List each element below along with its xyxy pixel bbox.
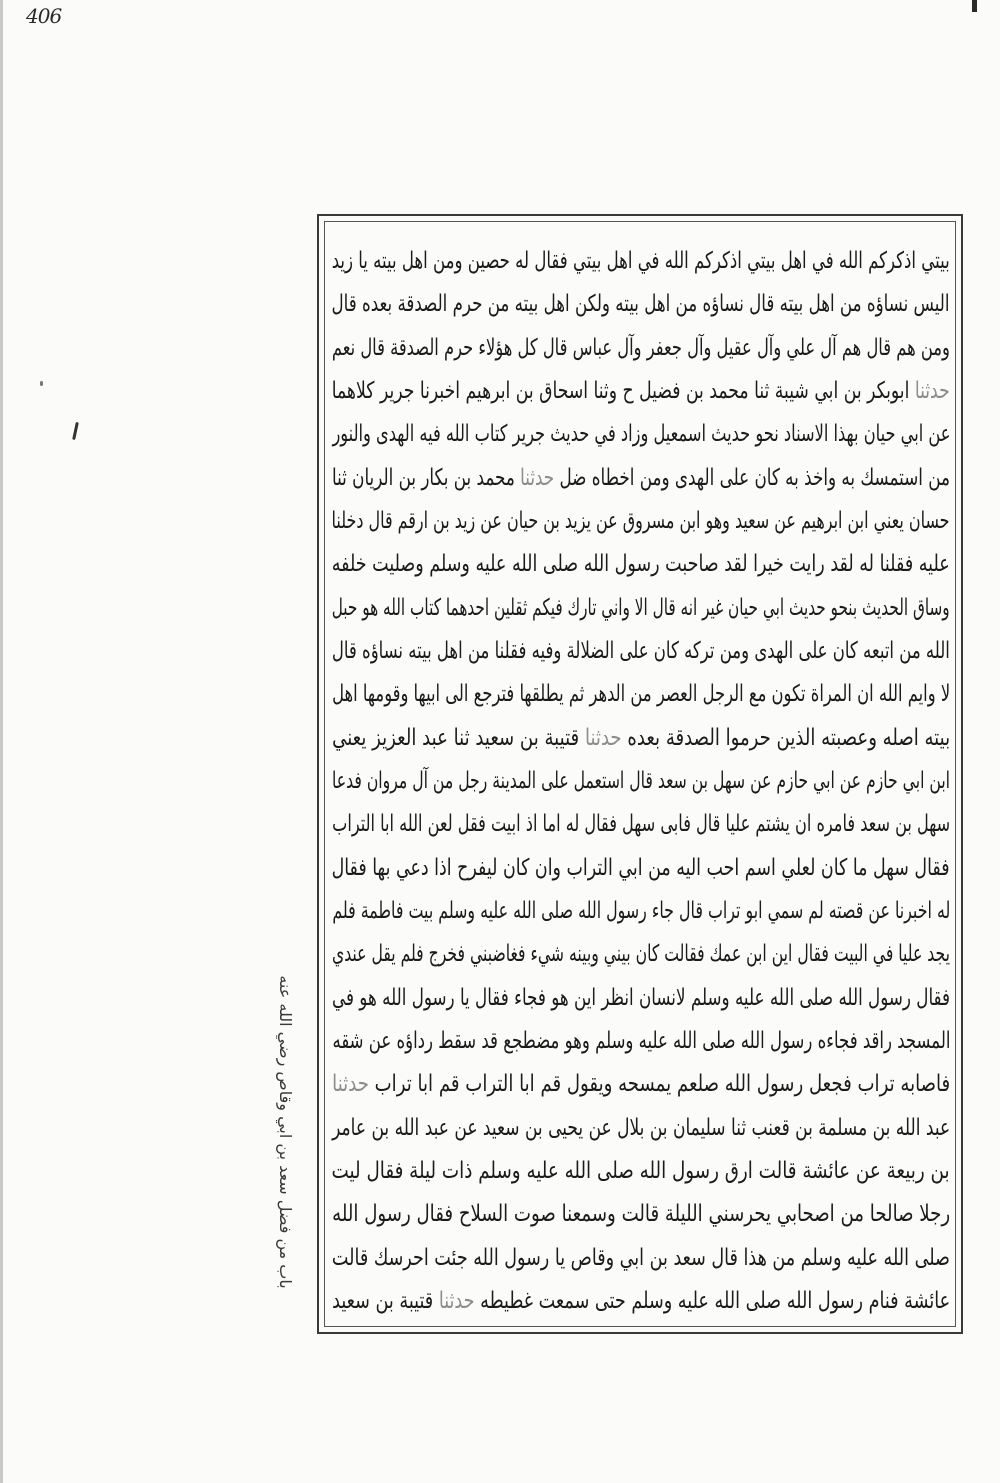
line-text: لا وايم الله ان المراة تكون مع الرجل العصر من الدهر ثم يطلقها فترجع الى ابيها وقومها اهل: [332, 681, 950, 708]
text-line: [332, 500, 950, 543]
line-text: وساق الحديث بنحو حديث ابي حيان غير انه قال الا واني تارك فيكم ثقلين احدهما كتاب الله هو حبل: [332, 594, 950, 621]
text-line: [332, 847, 950, 890]
line-text: ابن ابي حازم عن ابي حازم عن سهل بن سعد قال استعمل على المدينة رجل من آل مروان فدعا: [332, 767, 950, 794]
line-text: صلى الله عليه وسلم من هذا قال سعد بن ابي وقاص يا رسول الله جئت احرسك قالت: [332, 1244, 950, 1271]
text-line: [332, 1150, 950, 1193]
line-text: سهل بن سعد فامره ان يشتم عليا قال فابى سهل فقال له اما اذ ابيت فقل لعن الله ابا التراب: [332, 811, 950, 838]
line-text: قتيبة بن سعيد: [332, 1287, 434, 1314]
line-text: يجد عليا في البيت فقال اين ابن عمك فقالت كان بيني وبينه شيء فغاضبني فخرج فلم يقل عندي: [332, 941, 950, 968]
line-text: من استمسك به واخذ به كان على الهدى ومن اخطاه ضل: [559, 464, 950, 491]
text-line: [332, 587, 950, 630]
rubric-haddathana: حدثنا: [438, 1287, 475, 1314]
text-line: [332, 717, 950, 760]
line-text: بن ربيعة عن عائشة قالت ارق رسول الله صلى الله عليه وسلم ذات ليلة فقال ليت: [332, 1157, 950, 1184]
scan-corner-mark: [972, 0, 977, 12]
text-line: [332, 760, 950, 803]
text-line: [332, 413, 950, 456]
text-line: [332, 673, 950, 716]
line-text: فاصابه تراب فجعل رسول الله صلعم يمسحه ويقول قم ابا التراب قم ابا تراب: [374, 1071, 950, 1098]
line-text: بيته اصله وعصبته الذين حرموا الصدقة بعده: [627, 724, 950, 751]
text-line: [332, 283, 950, 326]
line-text: رجلا صالحا من اصحابي يحرسني الليلة قالت وسمعنا صوت السلاح فقال رسول الله: [332, 1201, 950, 1228]
line-text: عليه فقلنا له لقد رايت خيرا لقد صاحبت رسول الله صلى الله عليه وسلم وصليت خلفه: [332, 551, 950, 578]
line-text: فقال رسول الله صلى الله عليه وسلم لانسان انظر اين هو فجاء فقال يا رسول الله هو في: [332, 984, 950, 1011]
rubric-haddathana: حدثنا: [584, 724, 622, 751]
text-line: [332, 1020, 950, 1063]
text-line: [332, 543, 950, 586]
text-line: [332, 1237, 950, 1280]
line-text: محمد بن بكار بن الريان ثنا: [332, 464, 515, 491]
text-line: [332, 1063, 950, 1106]
ink-dot: [40, 381, 43, 386]
text-line: [332, 457, 950, 500]
text-line: [332, 1280, 950, 1323]
line-text: حسان يعني ابن ابرهيم عن سعيد وهو ابن مسروق عن يزيد بن حيان عن زيد بن ارقم قال دخلنا: [332, 507, 950, 534]
text-line: [332, 370, 950, 413]
text-line: [332, 803, 950, 846]
text-line: [332, 977, 950, 1020]
text-line: [332, 327, 950, 370]
line-text: عبد الله بن مسلمة بن قعنب ثنا سليمان بن بلال عن يحيى بن سعيد عن عبد الله بن عامر: [332, 1114, 950, 1141]
line-text: ومن هم قال هم آل علي وآل عقيل وآل جعفر وآل عباس قال كل هؤلاء حرم الصدقة قال نعم: [332, 334, 950, 361]
line-text: عن ابي حيان بهذا الاسناد نحو حديث اسمعيل وزاد في حديث جرير كتاب الله فيه الهدى والنور: [332, 421, 950, 448]
rubric-haddathana: حدثنا: [520, 464, 555, 491]
line-text: بيتي اذكركم الله في اهل بيتي اذكركم الله في اهل بيتي فقال له حصين ومن اهل بيته يا زيد: [332, 248, 950, 274]
line-text: الله من اتبعه كان على الهدى ومن تركه كان على الضلالة وفيه فقلنا من اهل بيته نساؤه قال: [332, 637, 950, 664]
line-text: المسجد راقد فجاءه رسول الله صلى الله عليه وسلم وهو مضطجع قد سقط رداؤه عن شقه: [332, 1027, 950, 1054]
text-line: [332, 933, 950, 976]
line-text: قتيبة بن سعيد ثنا عبد العزيز يعني: [332, 724, 580, 751]
line-text: فقال سهل ما كان لعلي اسم احب اليه من ابي التراب وان كان ليفرح اذا دعي بها فقال: [332, 854, 950, 881]
rubric-haddathana: حدثنا: [915, 377, 950, 404]
text-line: [332, 630, 950, 673]
scan-edge: [0, 0, 3, 1483]
line-text: له اخبرنا عن قصته لم سمي ابو تراب قال جاء رسول الله صلى الله عليه وسلم بيت فاطمة فلم: [332, 897, 950, 924]
page-number: 406: [26, 4, 62, 28]
text-line: [332, 1107, 950, 1150]
rubric-haddathana: حدثنا: [332, 1071, 369, 1098]
text-line: [332, 890, 950, 933]
line-text: عائشة فنام رسول الله صلى الله عليه وسلم حتى سمعت غطيطه: [480, 1287, 950, 1314]
manuscript-text: [332, 240, 950, 1323]
margin-note: باب من فضل سعد بن ابي وقاص رضي الله عنه: [276, 975, 295, 1289]
line-text: اليس نساؤه من اهل بيته قال نساؤه من اهل بيته ولكن اهل بيته من حرم الصدقة بعده قال: [332, 291, 950, 318]
text-line: [332, 1193, 950, 1236]
line-text: ابوبكر بن ابي شيبة ثنا محمد بن فضيل ح وثنا اسحاق بن ابرهيم اخبرنا جرير كلاهما: [332, 377, 910, 404]
text-line: [332, 240, 950, 283]
